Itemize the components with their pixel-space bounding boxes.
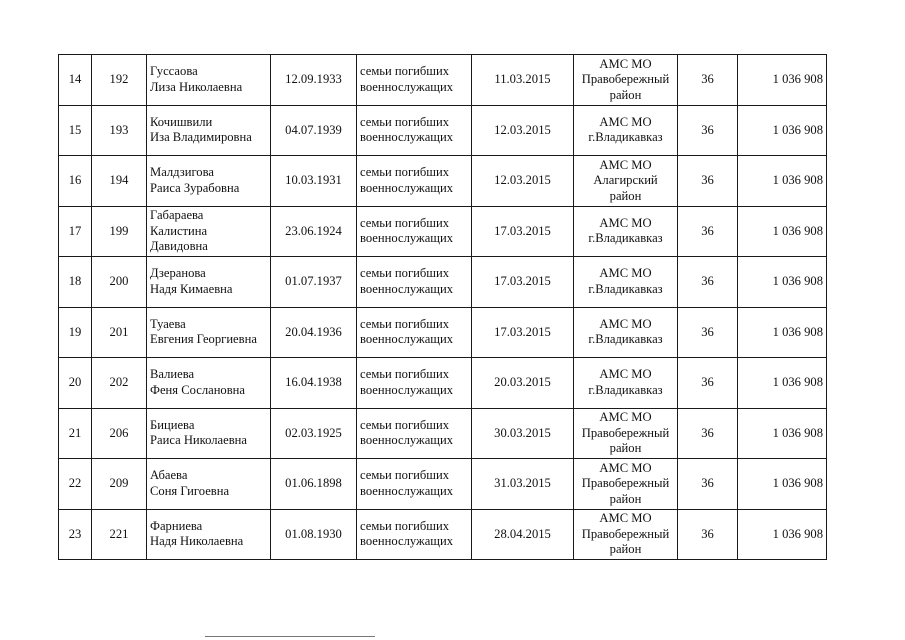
amount-cell: 1 036 908 xyxy=(738,55,827,106)
row-number-cell: 23 xyxy=(59,509,92,560)
category-line: военнослужащих xyxy=(360,534,454,549)
birth-date-cell: 16.04.1938 xyxy=(271,358,357,409)
full-name-line: Кочишвили xyxy=(150,114,213,129)
record-id-cell: 200 xyxy=(92,257,147,308)
category-line: семьи погибших xyxy=(360,165,450,180)
organization-line: АМС МО xyxy=(599,56,652,71)
organization-line: АМС МО xyxy=(599,316,652,331)
full-name-cell xyxy=(147,509,271,560)
registration-date-cell: 28.04.2015 xyxy=(472,509,574,560)
full-name-line: Габараева xyxy=(150,208,204,222)
area-cell: 36 xyxy=(678,459,738,510)
category-line: семьи погибших xyxy=(360,518,450,533)
organization-line: г.Владикавказ xyxy=(588,130,663,145)
area-cell: 36 xyxy=(678,358,738,409)
full-name-line: Гуссаова xyxy=(150,64,198,79)
record-id-cell: 206 xyxy=(92,408,147,459)
birth-date-cell: 20.04.1936 xyxy=(271,307,357,358)
organization-cell xyxy=(574,257,678,308)
category-line: военнослужащих xyxy=(360,231,454,246)
full-name-line: Иза Владимировна xyxy=(150,130,252,145)
category-line: семьи погибших xyxy=(360,417,450,432)
record-id-cell: 221 xyxy=(92,509,147,560)
row-number-cell: 14 xyxy=(59,55,92,106)
category-cell xyxy=(357,509,472,560)
full-name-line: Фарниева xyxy=(150,518,203,533)
row-number-cell: 16 xyxy=(59,156,92,207)
organization-line: АМС МО xyxy=(599,460,652,475)
table-row xyxy=(59,459,827,510)
table-row xyxy=(59,307,827,358)
full-name-line: Надя Николаевна xyxy=(150,534,244,549)
organization-line: Правобережный xyxy=(581,72,670,86)
category-cell xyxy=(357,257,472,308)
amount-cell: 1 036 908 xyxy=(738,307,827,358)
full-name-line: Туаева xyxy=(150,316,186,331)
full-name-cell xyxy=(147,257,271,308)
area-cell: 36 xyxy=(678,105,738,156)
full-name-line: Соня Гигоевна xyxy=(150,483,230,498)
category-cell xyxy=(357,408,472,459)
organization-line: район xyxy=(609,491,642,506)
category-line: семьи погибших xyxy=(360,468,450,483)
organization-line: Правобережный xyxy=(581,476,670,490)
record-id-cell: 192 xyxy=(92,55,147,106)
organization-line: г.Владикавказ xyxy=(588,382,663,397)
full-name-line: Раиса Николаевна xyxy=(150,433,247,448)
amount-cell: 1 036 908 xyxy=(738,509,827,560)
full-name-line: Феня Сослановна xyxy=(150,382,246,397)
full-name-line: Абаева xyxy=(150,468,188,483)
area-cell: 36 xyxy=(678,206,738,257)
table-body xyxy=(59,55,827,560)
organization-cell xyxy=(574,509,678,560)
category-cell xyxy=(357,156,472,207)
organization-line: район xyxy=(609,441,642,455)
organization-cell xyxy=(574,459,678,510)
category-cell xyxy=(357,307,472,358)
birth-date-cell: 01.07.1937 xyxy=(271,257,357,308)
registration-date-cell: 31.03.2015 xyxy=(472,459,574,510)
full-name-line: Раиса Зурабовна xyxy=(150,180,240,195)
amount-cell: 1 036 908 xyxy=(738,459,827,510)
birth-date-cell: 01.08.1930 xyxy=(271,509,357,560)
record-id-cell: 209 xyxy=(92,459,147,510)
category-line: военнослужащих xyxy=(360,180,454,195)
organization-line: АМС МО xyxy=(599,410,652,424)
area-cell: 36 xyxy=(678,257,738,308)
registration-date-cell: 30.03.2015 xyxy=(472,408,574,459)
table-row xyxy=(59,105,827,156)
category-line: семьи погибших xyxy=(360,64,450,79)
organization-line: г.Владикавказ xyxy=(588,281,663,296)
organization-line: район xyxy=(609,542,642,556)
category-line: военнослужащих xyxy=(360,483,454,498)
record-id-cell: 199 xyxy=(92,206,147,257)
full-name-line: Бициева xyxy=(150,417,195,432)
record-id-cell: 202 xyxy=(92,358,147,409)
category-line: военнослужащих xyxy=(360,382,454,397)
organization-line: Правобережный xyxy=(581,425,670,440)
area-cell: 36 xyxy=(678,408,738,459)
registration-date-cell: 12.03.2015 xyxy=(472,105,574,156)
category-cell xyxy=(357,105,472,156)
full-name-cell xyxy=(147,307,271,358)
organization-line: район xyxy=(609,87,642,102)
organization-cell xyxy=(574,55,678,106)
amount-cell: 1 036 908 xyxy=(738,156,827,207)
organization-line: Алагирский xyxy=(593,173,658,187)
amount-cell: 1 036 908 xyxy=(738,206,827,257)
organization-cell xyxy=(574,408,678,459)
category-line: семьи погибших xyxy=(360,316,450,331)
table-row xyxy=(59,206,827,257)
birth-date-cell: 01.06.1898 xyxy=(271,459,357,510)
organization-line: район xyxy=(609,188,642,203)
record-id-cell: 194 xyxy=(92,156,147,207)
full-name-cell xyxy=(147,105,271,156)
category-line: семьи погибших xyxy=(360,215,450,230)
birth-date-cell: 04.07.1939 xyxy=(271,105,357,156)
full-name-line: Валиева xyxy=(150,367,195,382)
row-number-cell: 17 xyxy=(59,206,92,257)
full-name-cell xyxy=(147,459,271,510)
full-name-cell xyxy=(147,358,271,409)
area-cell: 36 xyxy=(678,307,738,358)
organization-line: Правобережный xyxy=(581,526,670,541)
category-line: военнослужащих xyxy=(360,79,454,94)
row-number-cell: 15 xyxy=(59,105,92,156)
birth-date-cell: 10.03.1931 xyxy=(271,156,357,207)
amount-cell: 1 036 908 xyxy=(738,408,827,459)
category-line: семьи погибших xyxy=(360,114,450,129)
area-cell: 36 xyxy=(678,156,738,207)
registry-table xyxy=(58,54,827,560)
birth-date-cell: 23.06.1924 xyxy=(271,206,357,257)
area-cell: 36 xyxy=(678,509,738,560)
organization-line: АМС МО xyxy=(599,114,652,129)
organization-cell xyxy=(574,156,678,207)
scan-artifact-line xyxy=(205,636,375,637)
amount-cell: 1 036 908 xyxy=(738,105,827,156)
table-row xyxy=(59,358,827,409)
full-name-line: Евгения Георгиевна xyxy=(150,332,257,347)
row-number-cell: 22 xyxy=(59,459,92,510)
registration-date-cell: 11.03.2015 xyxy=(472,55,574,106)
organization-line: г.Владикавказ xyxy=(588,231,663,246)
record-id-cell: 201 xyxy=(92,307,147,358)
amount-cell: 1 036 908 xyxy=(738,257,827,308)
table-row xyxy=(59,156,827,207)
full-name-cell xyxy=(147,206,271,257)
full-name-line: Лиза Николаевна xyxy=(150,79,243,94)
registration-date-cell: 17.03.2015 xyxy=(472,206,574,257)
table-row xyxy=(59,509,827,560)
category-cell xyxy=(357,459,472,510)
full-name-line: Давидовна xyxy=(150,239,208,253)
category-cell xyxy=(357,358,472,409)
organization-cell xyxy=(574,358,678,409)
area-cell: 36 xyxy=(678,55,738,106)
amount-cell: 1 036 908 xyxy=(738,358,827,409)
category-line: военнослужащих xyxy=(360,281,454,296)
organization-line: АМС МО xyxy=(599,157,652,172)
birth-date-cell: 02.03.1925 xyxy=(271,408,357,459)
full-name-line: Малдзигова xyxy=(150,165,214,180)
row-number-cell: 19 xyxy=(59,307,92,358)
table-row xyxy=(59,257,827,308)
organization-cell xyxy=(574,307,678,358)
record-id-cell: 193 xyxy=(92,105,147,156)
full-name-cell xyxy=(147,156,271,207)
organization-cell xyxy=(574,206,678,257)
full-name-cell xyxy=(147,408,271,459)
organization-line: АМС МО xyxy=(599,511,652,525)
category-line: военнослужащих xyxy=(360,332,454,347)
row-number-cell: 21 xyxy=(59,408,92,459)
birth-date-cell: 12.09.1933 xyxy=(271,55,357,106)
category-line: военнослужащих xyxy=(360,130,454,145)
table-row xyxy=(59,55,827,106)
row-number-cell: 20 xyxy=(59,358,92,409)
registration-date-cell: 12.03.2015 xyxy=(472,156,574,207)
full-name-line: Дзеранова xyxy=(150,266,206,281)
row-number-cell: 18 xyxy=(59,257,92,308)
category-line: семьи погибших xyxy=(360,266,450,281)
registration-date-cell: 17.03.2015 xyxy=(472,307,574,358)
registration-date-cell: 17.03.2015 xyxy=(472,257,574,308)
organization-cell xyxy=(574,105,678,156)
full-name-line: Надя Кимаевна xyxy=(150,281,233,296)
registration-date-cell: 20.03.2015 xyxy=(472,358,574,409)
full-name-cell xyxy=(147,55,271,106)
category-line: семьи погибших xyxy=(360,367,450,382)
table-row xyxy=(59,408,827,459)
full-name-line: Калистина xyxy=(150,223,208,238)
organization-line: АМС МО xyxy=(599,367,652,382)
organization-line: АМС МО xyxy=(599,215,652,230)
organization-line: г.Владикавказ xyxy=(588,332,663,347)
category-cell xyxy=(357,55,472,106)
category-cell xyxy=(357,206,472,257)
category-line: военнослужащих xyxy=(360,433,454,448)
organization-line: АМС МО xyxy=(599,266,652,281)
